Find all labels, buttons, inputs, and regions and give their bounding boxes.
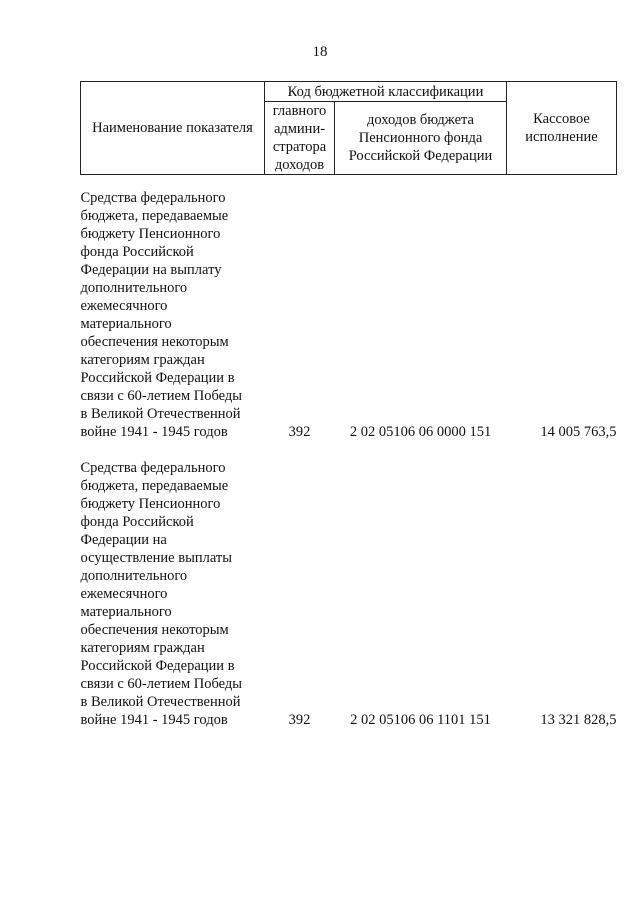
row-name-line: Российской Федерации в (80, 658, 235, 674)
row-name-line: фонда Российской (80, 244, 194, 260)
row-amount: 14 005 763,5 (540, 424, 617, 440)
table-header (81, 82, 617, 175)
row-name-line: Средства федерального (80, 190, 226, 206)
row-name-line: категориям граждан (80, 640, 205, 656)
row-name-line: обеспечения некоторым (80, 334, 229, 350)
row-name-line: Федерации на (80, 532, 167, 548)
row-name-line: Средства федерального (80, 460, 226, 476)
row-code: 2 02 05106 06 1101 151 (350, 712, 491, 728)
row-name (81, 441, 265, 729)
row-name-line: ежемесячного (80, 298, 168, 314)
row-name-line: бюджету Пенсионного (80, 496, 221, 512)
header-amount: Кассовое исполнение (507, 82, 617, 175)
row-admin: 392 (288, 424, 311, 440)
row-name-line: бюджета, передаваемые (80, 208, 229, 224)
row-name-line: в Великой Отечественной (80, 406, 241, 422)
row-name-line: бюджету Пенсионного (80, 226, 221, 242)
row-name-line: материального (80, 604, 172, 620)
row-name-line: материального (80, 316, 172, 332)
table-row (81, 441, 617, 729)
row-admin: 392 (288, 712, 311, 728)
header-code-group: Код бюджетной классификации (265, 82, 507, 102)
table-body (81, 175, 617, 730)
table-row (81, 175, 617, 442)
row-amount: 13 321 828,5 (540, 712, 617, 728)
row-name-line: бюджета, передаваемые (80, 478, 229, 494)
row-name-line: войне 1941 - 1945 годов (80, 712, 228, 728)
row-name (81, 175, 265, 442)
page-number: 18 (312, 44, 328, 60)
row-name-line: фонда Российской (80, 514, 194, 530)
row-name-line: войне 1941 - 1945 годов (80, 424, 228, 440)
row-name-line: ежемесячного (80, 586, 168, 602)
header-name: Наименование показателя (81, 82, 265, 175)
header-admin: главного админи-стратора доходов (265, 102, 335, 175)
row-name-line: дополнительного (80, 568, 188, 584)
row-name-line: осуществление выплаты (80, 550, 232, 566)
row-name-line: в Великой Отечественной (80, 694, 241, 710)
row-name-line: Российской Федерации в (80, 370, 235, 386)
row-name-line: дополнительного (80, 280, 188, 296)
row-code: 2 02 05106 06 0000 151 (349, 424, 492, 440)
row-name-line: связи с 60-летием Победы (80, 676, 243, 692)
header-budget-code: доходов бюджета Пенсионного фонда Российской Федерации (335, 102, 507, 175)
budget-table (80, 81, 617, 729)
row-name-line: категориям граждан (80, 352, 205, 368)
row-name-line: обеспечения некоторым (80, 622, 229, 638)
row-name-line: связи с 60-летием Победы (80, 388, 243, 404)
row-name-line: Федерации на выплату (80, 262, 222, 278)
